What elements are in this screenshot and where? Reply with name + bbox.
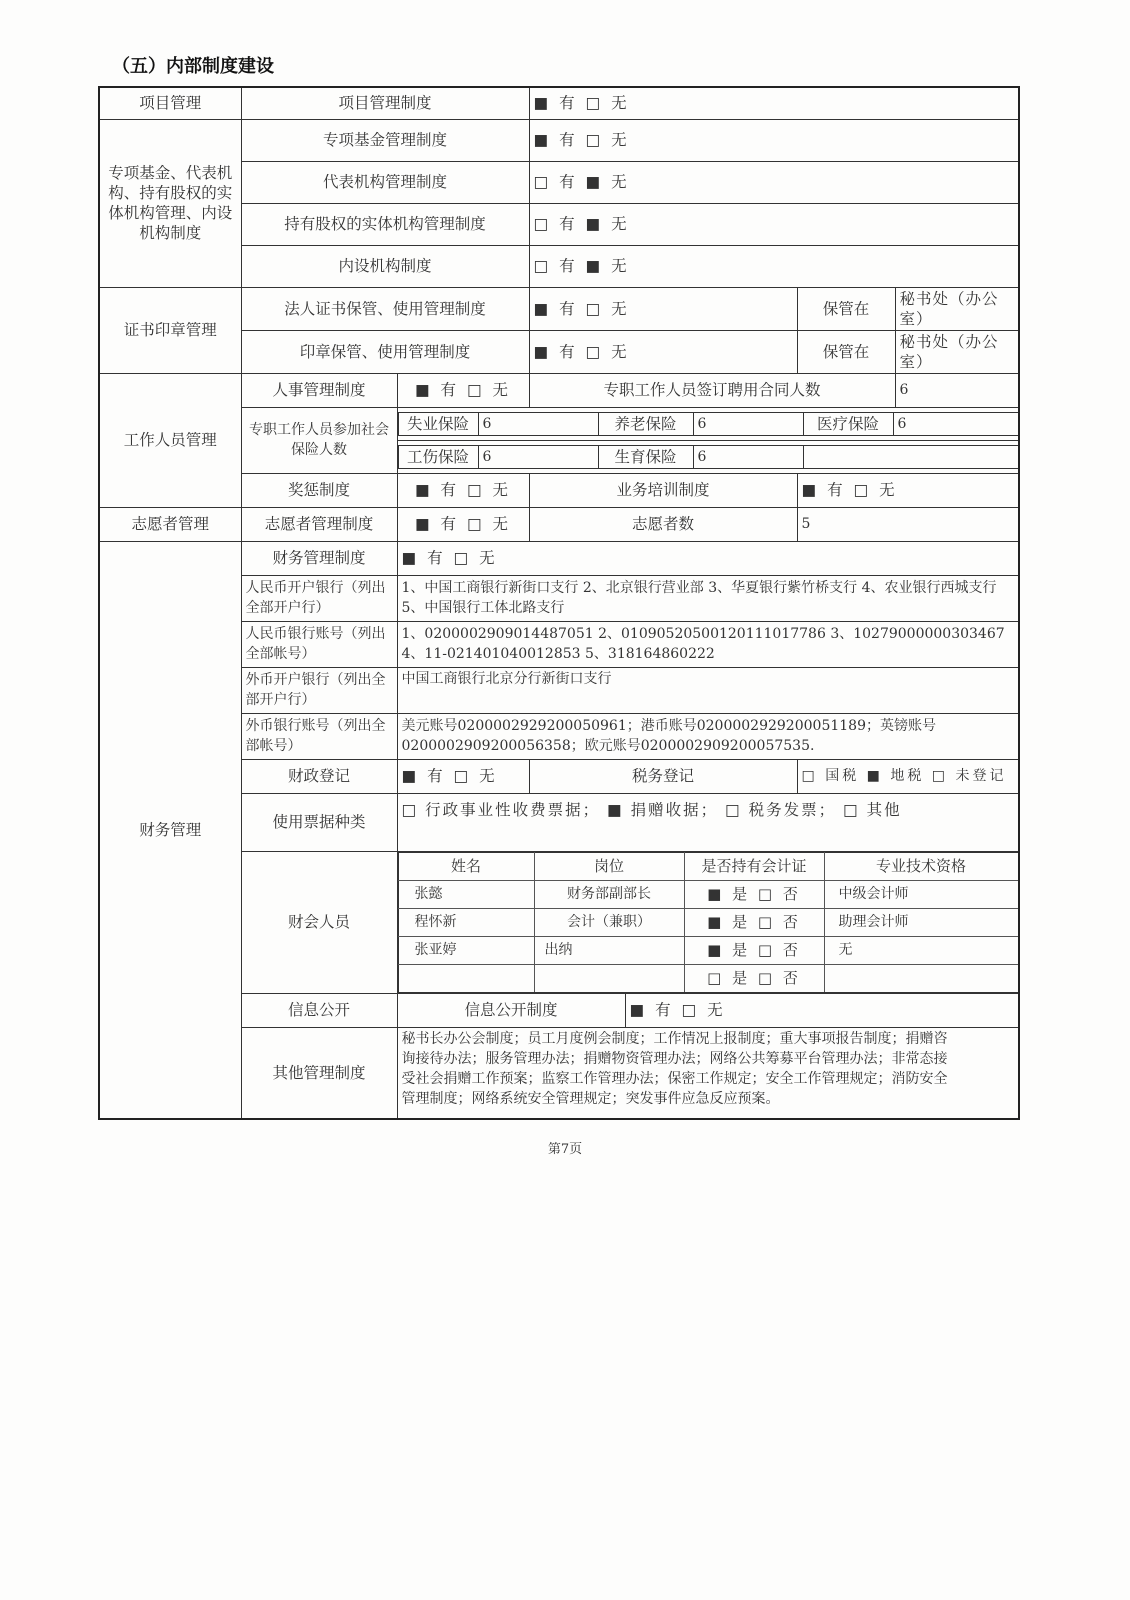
disclosure-checkbox[interactable]: ■ 有 □ 无 xyxy=(625,993,1019,1027)
acct-qual[interactable]: 助理会计师 xyxy=(824,908,1018,936)
training-checkbox[interactable]: ■ 有 □ 无 xyxy=(797,473,1019,507)
equity-entity-label: 持有股权的实体机构管理制度 xyxy=(241,203,529,245)
acct-post[interactable]: 财务部副部长 xyxy=(534,880,684,908)
volunteer-checkbox[interactable]: ■ 有 □ 无 xyxy=(397,507,529,541)
category-staff: 工作人员管理 xyxy=(99,373,241,507)
contract-value[interactable]: 6 xyxy=(895,373,1019,407)
finance-system-checkbox[interactable]: ■ 有 □ 无 xyxy=(397,541,1019,575)
category-cert: 证书印章管理 xyxy=(99,287,241,373)
injury-value[interactable]: 6 xyxy=(478,445,598,468)
rmb-acct-label: 人民币银行账号（列出全部帐号） xyxy=(241,621,397,667)
page-number: 第7页 xyxy=(547,1142,583,1157)
row-cert xyxy=(99,287,1019,330)
injury-label: 工伤保险 xyxy=(398,445,478,468)
medical-label: 医疗保险 xyxy=(803,412,893,435)
acct-name[interactable] xyxy=(398,964,534,992)
table-row xyxy=(398,880,1018,908)
rmb-acct-value[interactable]: 1、0200002909014487051 2、01090520500120111017786 3、10279000000303467 4、11-021401040012853 5、318164860222 xyxy=(397,621,1019,667)
acct-post[interactable] xyxy=(534,964,684,992)
category-other: 其他管理制度 xyxy=(241,1027,397,1119)
fx-bank-value[interactable]: 中国工商银行北京分行新街口支行 xyxy=(397,667,1019,713)
cert-checkbox[interactable]: ■ 有 □ 无 xyxy=(529,287,797,330)
category-finance: 财务管理 xyxy=(99,541,241,1119)
insurance-label: 专职工作人员参加社会保险人数 xyxy=(241,407,397,473)
seal-label: 印章保管、使用管理制度 xyxy=(241,330,529,373)
row-finance-system xyxy=(99,541,1019,575)
hr-label: 人事管理制度 xyxy=(241,373,397,407)
acct-qual[interactable]: 中级会计师 xyxy=(824,880,1018,908)
fx-acct-value[interactable]: 美元账号0200002929200050961；港币账号0200002929200051189；英镑账号0200002909200056358；欧元账号0200002909200057535. xyxy=(397,713,1019,759)
rmb-bank-value[interactable]: 1、中国工商银行新街口支行 2、北京银行营业部 3、华夏银行紫竹桥支行 4、农业银行西城支行 5、中国银行工体北路支行 xyxy=(397,575,1019,621)
maternity-value[interactable]: 6 xyxy=(693,445,803,468)
tax-checkbox[interactable]: □ 国税 ■ 地税 □ 未登记 xyxy=(797,759,1019,793)
table-row xyxy=(398,964,1018,992)
tax-label: 税务登记 xyxy=(529,759,797,793)
internal-org-checkbox[interactable]: □ 有 ■ 无 xyxy=(529,245,1019,287)
fiscal-checkbox[interactable]: ■ 有 □ 无 xyxy=(397,759,529,793)
row-project xyxy=(99,87,1019,119)
training-label: 业务培训制度 xyxy=(529,473,797,507)
acct-header-post: 岗位 xyxy=(534,852,684,880)
acct-header-name: 姓名 xyxy=(398,852,534,880)
cert-label: 法人证书保管、使用管理制度 xyxy=(241,287,529,330)
cert-keeper-value[interactable]: 秘书处（办公室） xyxy=(895,287,1019,330)
fiscal-label: 财政登记 xyxy=(241,759,397,793)
acct-qual[interactable]: 无 xyxy=(824,936,1018,964)
hr-checkbox[interactable]: ■ 有 □ 无 xyxy=(397,373,529,407)
acct-post[interactable]: 会计（兼职） xyxy=(534,908,684,936)
acct-cert-checkbox[interactable]: □ 是 □ 否 xyxy=(684,964,824,992)
other-systems-text[interactable]: 秘书长办公会制度；员工月度例会制度；工作情况上报制度；重大事项报告制度；捐赠咨询接待办法；服务管理办法；捐赠物资管理办法；网络公共筹募平台管理办法；非常态接受社会捐赠工作预案；监察工作管理办法；保密工作规定；安全工作管理规定；消防安全管理制度；网络系统安全管理规定；突发事件应急反应预案。 xyxy=(397,1027,1019,1119)
acct-cert-checkbox[interactable]: ■ 是 □ 否 xyxy=(684,880,824,908)
category-special: 专项基金、代表机构、持有股权的实体机构管理、内设机构制度 xyxy=(99,119,241,287)
insurance-grid-1 xyxy=(398,412,1019,436)
table-row xyxy=(398,936,1018,964)
project-system-checkbox[interactable]: ■ 有 □ 无 xyxy=(529,87,1019,119)
category-volunteer: 志愿者管理 xyxy=(99,507,241,541)
project-system-label: 项目管理制度 xyxy=(241,87,529,119)
category-disclosure: 信息公开 xyxy=(241,993,397,1027)
table-row xyxy=(398,908,1018,936)
acct-name[interactable]: 张亚婷 xyxy=(398,936,534,964)
row-hr xyxy=(99,373,1019,407)
invoice-label: 使用票据种类 xyxy=(241,793,397,851)
acct-qual[interactable] xyxy=(824,964,1018,992)
acct-name[interactable]: 张懿 xyxy=(398,880,534,908)
pension-label: 养老保险 xyxy=(598,412,693,435)
seal-keeper-value[interactable]: 秘书处（办公室） xyxy=(895,330,1019,373)
equity-entity-checkbox[interactable]: □ 有 ■ 无 xyxy=(529,203,1019,245)
seal-checkbox[interactable]: ■ 有 □ 无 xyxy=(529,330,797,373)
acct-staff-table xyxy=(398,852,1019,993)
acct-staff-label: 财会人员 xyxy=(241,851,397,993)
insurance-grid-2 xyxy=(398,445,1019,469)
volunteer-count-label: 志愿者数 xyxy=(529,507,797,541)
contract-label: 专职工作人员签订聘用合同人数 xyxy=(529,373,895,407)
acct-header-qual: 专业技术资格 xyxy=(824,852,1018,880)
category-project: 项目管理 xyxy=(99,87,241,119)
invoice-checkbox[interactable]: □ 行政事业性收费票据； ■ 捐赠收据； □ 税务发票； □ 其他 xyxy=(397,793,1019,851)
volunteer-label: 志愿者管理制度 xyxy=(241,507,397,541)
cert-keeper-label: 保管在 xyxy=(797,287,895,330)
acct-name[interactable]: 程怀新 xyxy=(398,908,534,936)
internal-system-table xyxy=(98,86,1020,1120)
disclosure-label: 信息公开制度 xyxy=(397,993,625,1027)
special-fund-label: 专项基金管理制度 xyxy=(241,119,529,161)
volunteer-count-value[interactable]: 5 xyxy=(797,507,1019,541)
row-volunteer xyxy=(99,507,1019,541)
acct-cert-checkbox[interactable]: ■ 是 □ 否 xyxy=(684,908,824,936)
fx-bank-label: 外币开户银行（列出全部开户行） xyxy=(241,667,397,713)
acct-cert-checkbox[interactable]: ■ 是 □ 否 xyxy=(684,936,824,964)
acct-staff-header xyxy=(398,852,1018,880)
internal-org-label: 内设机构制度 xyxy=(241,245,529,287)
reward-checkbox[interactable]: ■ 有 □ 无 xyxy=(397,473,529,507)
pension-value[interactable]: 6 xyxy=(693,412,803,435)
acct-post[interactable]: 出纳 xyxy=(534,936,684,964)
reward-label: 奖惩制度 xyxy=(241,473,397,507)
unemployment-value[interactable]: 6 xyxy=(478,412,598,435)
acct-header-cert: 是否持有会计证 xyxy=(684,852,824,880)
finance-system-label: 财务管理制度 xyxy=(241,541,397,575)
unemployment-label: 失业保险 xyxy=(398,412,478,435)
representative-label: 代表机构管理制度 xyxy=(241,161,529,203)
medical-value[interactable]: 6 xyxy=(893,412,1018,435)
section-title: （五）内部制度建设 xyxy=(112,56,274,77)
representative-checkbox[interactable]: □ 有 ■ 无 xyxy=(529,161,1019,203)
row-special-fund xyxy=(99,119,1019,161)
rmb-bank-label: 人民币开户银行（列出全部开户行） xyxy=(241,575,397,621)
fx-acct-label: 外币银行账号（列出全部帐号） xyxy=(241,713,397,759)
maternity-label: 生育保险 xyxy=(598,445,693,468)
seal-keeper-label: 保管在 xyxy=(797,330,895,373)
special-fund-checkbox[interactable]: ■ 有 □ 无 xyxy=(529,119,1019,161)
